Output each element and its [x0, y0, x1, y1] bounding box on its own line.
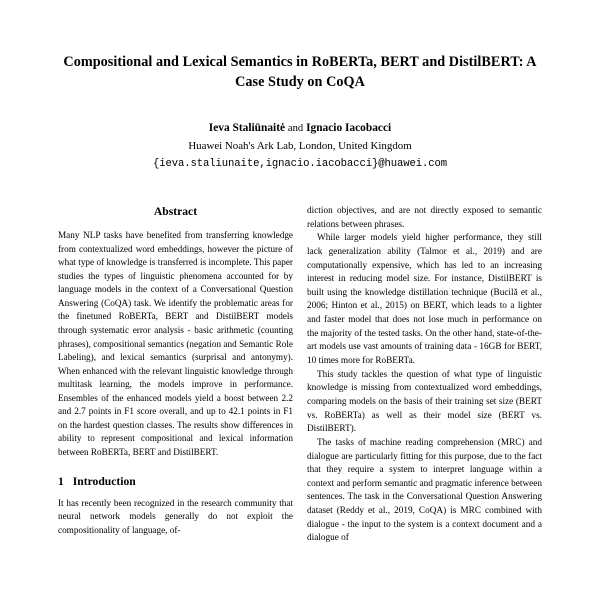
author-email: {ieva.staliunaite,ignacio.iacobacci}@huawei.com	[152, 157, 448, 170]
abstract-text: Many NLP tasks have benefited from transferring knowledge from contextualized word embeddings, however the picture of what type of knowledge is transferred is incomplete. This paper studies the types of linguistic phenomena accounted for by language models in the context of a Conversational Question Answering (CoQA) task. We identify the problematic areas for the finetuned RoBERTa, BERT and DistilBERT models through systematic error analysis - basic arithmetic (counting phrases), compositional semantics (negation and Semantic Role Labeling), and lexical semantics (surprisal and antonymy). When enhanced with the relevant linguistic knowledge through multitask learning, the models improve in performance. Ensembles of the enhanced models yield a boost between 2.2 and 2.7 points in F1 score overall, and up to 42.1 points in F1 on the hardest question classes. The results show differences in ability to represent compositional and lexical information between RoBERTa, BERT and DistilBERT.	[58, 230, 293, 457]
author-block	[62, 121, 538, 171]
left-column	[58, 205, 293, 546]
page-title: Compositional and Lexical Semantics in RoBERTa, BERT and DistilBERT: A Case Study on CoQA	[63, 54, 537, 91]
section-number: 1	[58, 474, 64, 488]
right-column	[307, 205, 542, 546]
authors-line	[62, 121, 538, 136]
right-paragraph-3: This study tackles the question of what type of linguistic knowledge is missing from contextualized word embeddings, comparing models on the basis of their training set size (BERT vs. RoBERTa) as well as their model size (BERT vs. DistilBERT).	[307, 369, 542, 435]
introduction-paragraph-1: It has recently been recognized in the research community that neural network models generally do not exploit the compositionality of language, of-	[58, 497, 293, 535]
right-paragraph-2: While larger models yield higher performance, they still lack generalization ability (Talmor et al., 2019) and are computationally expensive, which has led to an increasing interest in reducing model size. For instance, DistilBERT is built using the knowledge distillation technique (Bucilǎ et al., 2006; Hinton et al., 2015) on BERT, which leads to a lighter and faster model that does not lose much in performance on the majority of the tested tasks. On the other hand, state-of-the-art models use vast amounts of training data - 16GB for BERT, 10 times more for RoBERTa.	[307, 233, 542, 367]
abstract-heading: Abstract	[153, 205, 198, 218]
author-name-second: Ignacio Iacobacci	[306, 122, 392, 135]
section-title: Introduction	[72, 474, 136, 488]
affiliation: Huawei Noah's Ark Lab, London, United Kingdom	[188, 140, 412, 153]
right-paragraph-4: The tasks of machine reading comprehension (MRC) and dialogue are particularly fitting for this purpose, due to the fact that they require a system to interpret language within a context and perform semantic and pragmatic inference between sentences. The task in the Conversational Question Answering dataset (Reddy et al., 2019, CoQA) is MRC combined with dialogue - the input to the system is a context document and a dialogue of	[307, 437, 542, 544]
section-heading-introduction	[58, 475, 293, 488]
body-columns	[0, 205, 600, 546]
title-block	[0, 0, 600, 171]
right-paragraph-1: diction objectives, and are not directly exposed to semantic relations between phrases.	[307, 206, 542, 230]
author-name-first: Ieva Staliūnaitė	[208, 122, 286, 135]
author-conjunction: and	[287, 123, 304, 135]
